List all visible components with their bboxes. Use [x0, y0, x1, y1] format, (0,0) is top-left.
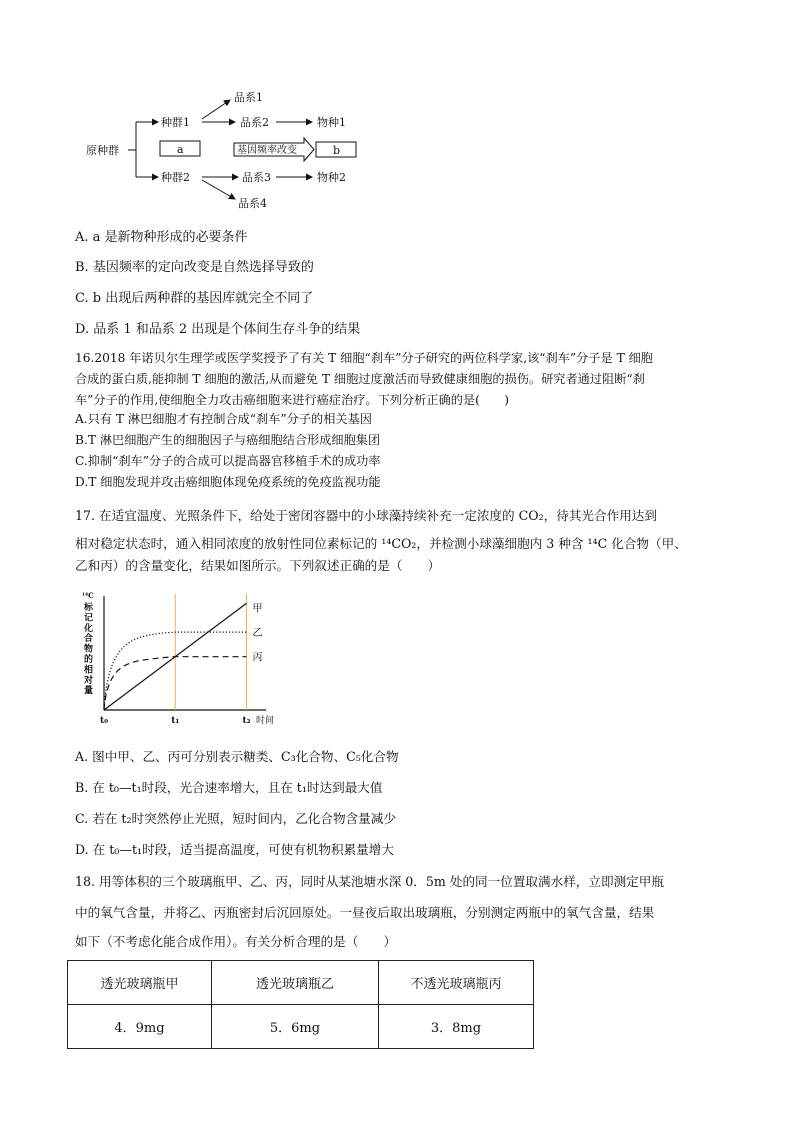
q17-option-d: D. 在 t₀—t₁时段，适当提高温度，可使有机物积累量增大 — [75, 842, 394, 857]
y-axis-label-char: 化 — [84, 623, 94, 634]
x-tick-label: t₁ — [171, 716, 180, 726]
y-axis-label-char: 相 — [84, 665, 94, 676]
q16-option-b: B.T 淋巴细胞产生的细胞因子与癌细胞结合形成细胞集团 — [75, 433, 381, 447]
box-b-label: b — [333, 144, 341, 157]
table-header-cell: 透光玻璃瓶甲 — [68, 961, 212, 1005]
q18-stem-line-3: 如下（不考虑化能合成作用）。有关分析合理的是（ ） — [75, 934, 397, 949]
population-2-label: 种群2 — [161, 171, 190, 184]
strain-1-label: 品系1 — [234, 91, 263, 104]
q16-stem-line-1: 16.2018 年诺贝尔生理学或医学奖授予了有关 T 细胞“刹车”分子研究的两位科学家,该“刹车”分子是 T 细胞 — [75, 351, 653, 365]
q17-option-b: B. 在 t₀—t₁时段，光合速率增大，且在 t₁时达到最大值 — [75, 780, 383, 795]
q17-stem-line-2: 相对稳定状态时，通入相同浓度的放射性同位素标记的 ¹⁴CO₂，并检测小球藻细胞内 3 种含 ¹⁴C 化合物（甲、 — [75, 536, 687, 551]
q15-option-a: A. a 是新物种形成的必要条件 — [75, 230, 248, 245]
q15-option-d: D. 品系 1 和品系 2 出现是个体间生存斗争的结果 — [75, 322, 361, 337]
c14-compound-chart — [78, 588, 298, 733]
table-header-cell: 透光玻璃瓶乙 — [212, 961, 379, 1005]
q17-option-c: C. 若在 t₂时突然停止光照，短时间内，乙化合物含量减少 — [75, 811, 396, 826]
strain-2-label: 品系2 — [240, 116, 269, 129]
q15-option-b: B. 基因频率的定向改变是自然选择导致的 — [75, 260, 314, 275]
table-cell: 3．8mg — [379, 1005, 534, 1049]
table-row — [68, 1005, 534, 1049]
y-axis-label-char: 合 — [84, 634, 94, 645]
x-axis-label: 时间 — [256, 716, 275, 726]
x-tick-label: t₀ — [100, 716, 109, 726]
table-row — [68, 961, 534, 1005]
y-axis-label-char: 对 — [84, 675, 94, 686]
q16-option-d: D.T 细胞发现并攻击癌细胞体现免疫系统的免疫监视功能 — [75, 475, 381, 489]
q16-option-c: C.抑制“刹车”分子的合成可以提高器官移植手术的成功率 — [75, 454, 381, 468]
box-a-label: a — [177, 143, 184, 156]
q18-stem-line-1: 18. 用等体积的三个玻璃瓶甲、乙、丙，同时从某池塘水深 0．5m 处的同一位置取满水样，立即测定甲瓶 — [75, 874, 664, 889]
q17-option-a: A. 图中甲、乙、丙可分别表示糖类、C₃化合物、C₅化合物 — [75, 749, 399, 764]
q16-stem-line-3: 车”分子的作用,使细胞全力攻击癌细胞来进行癌症治疗。下列分析正确的是( ) — [75, 393, 509, 407]
y-axis-label-char: 的 — [84, 655, 94, 665]
population-1-label: 种群1 — [161, 116, 190, 129]
species-2-label: 物种2 — [317, 171, 346, 184]
q16-stem-line-2: 合成的蛋白质,能抑制 T 细胞的激活,从而避免 T 细胞过度激活而导致健康细胞的损伤。研究者通过阻断“刹 — [75, 372, 645, 386]
series-label: 乙 — [252, 628, 263, 640]
oxygen-table — [67, 960, 534, 1049]
y-axis-label-char: 记 — [84, 613, 94, 624]
table-cell: 4．9mg — [68, 1005, 212, 1049]
source-population-label: 原种群 — [86, 144, 119, 157]
table-cell: 5．6mg — [212, 1005, 379, 1049]
strain-4-label: 品系4 — [238, 197, 267, 210]
strain-3-label: 品系3 — [242, 171, 271, 184]
gene-frequency-change-label: 基因频率改变 — [237, 145, 297, 156]
y-axis-label-char: 标 — [84, 603, 94, 613]
y-axis-label-char: 物 — [84, 644, 94, 655]
q17-stem-line-3: 乙和丙）的含量变化，结果如图所示。下列叙述正确的是（ ） — [75, 558, 441, 573]
q17-stem-line-1: 17. 在适宜温度、光照条件下，给处于密闭容器中的小球藻持续补充一定浓度的 CO₂，待其光合作用达到 — [75, 508, 657, 523]
y-axis-label-top: ¹⁴C — [82, 591, 94, 600]
q16-option-a: A.只有 T 淋巴细胞才有控制合成“刹车”分子的相关基因 — [75, 412, 372, 426]
speciation-diagram — [80, 85, 380, 215]
q15-option-c: C. b 出现后两种群的基因库就完全不同了 — [75, 291, 314, 306]
series-label: 丙 — [252, 652, 263, 664]
y-axis-label-char: 量 — [84, 686, 94, 697]
species-1-label: 物种1 — [317, 116, 346, 129]
table-header-cell: 不透光玻璃瓶丙 — [379, 961, 534, 1005]
series-label: 甲 — [252, 603, 263, 615]
x-tick-label: t₂ — [242, 716, 251, 726]
q18-stem-line-2: 中的氧气含量，并将乙、丙瓶密封后沉回原处。一昼夜后取出玻璃瓶，分别测定两瓶中的氧气含量，结果 — [75, 905, 655, 920]
